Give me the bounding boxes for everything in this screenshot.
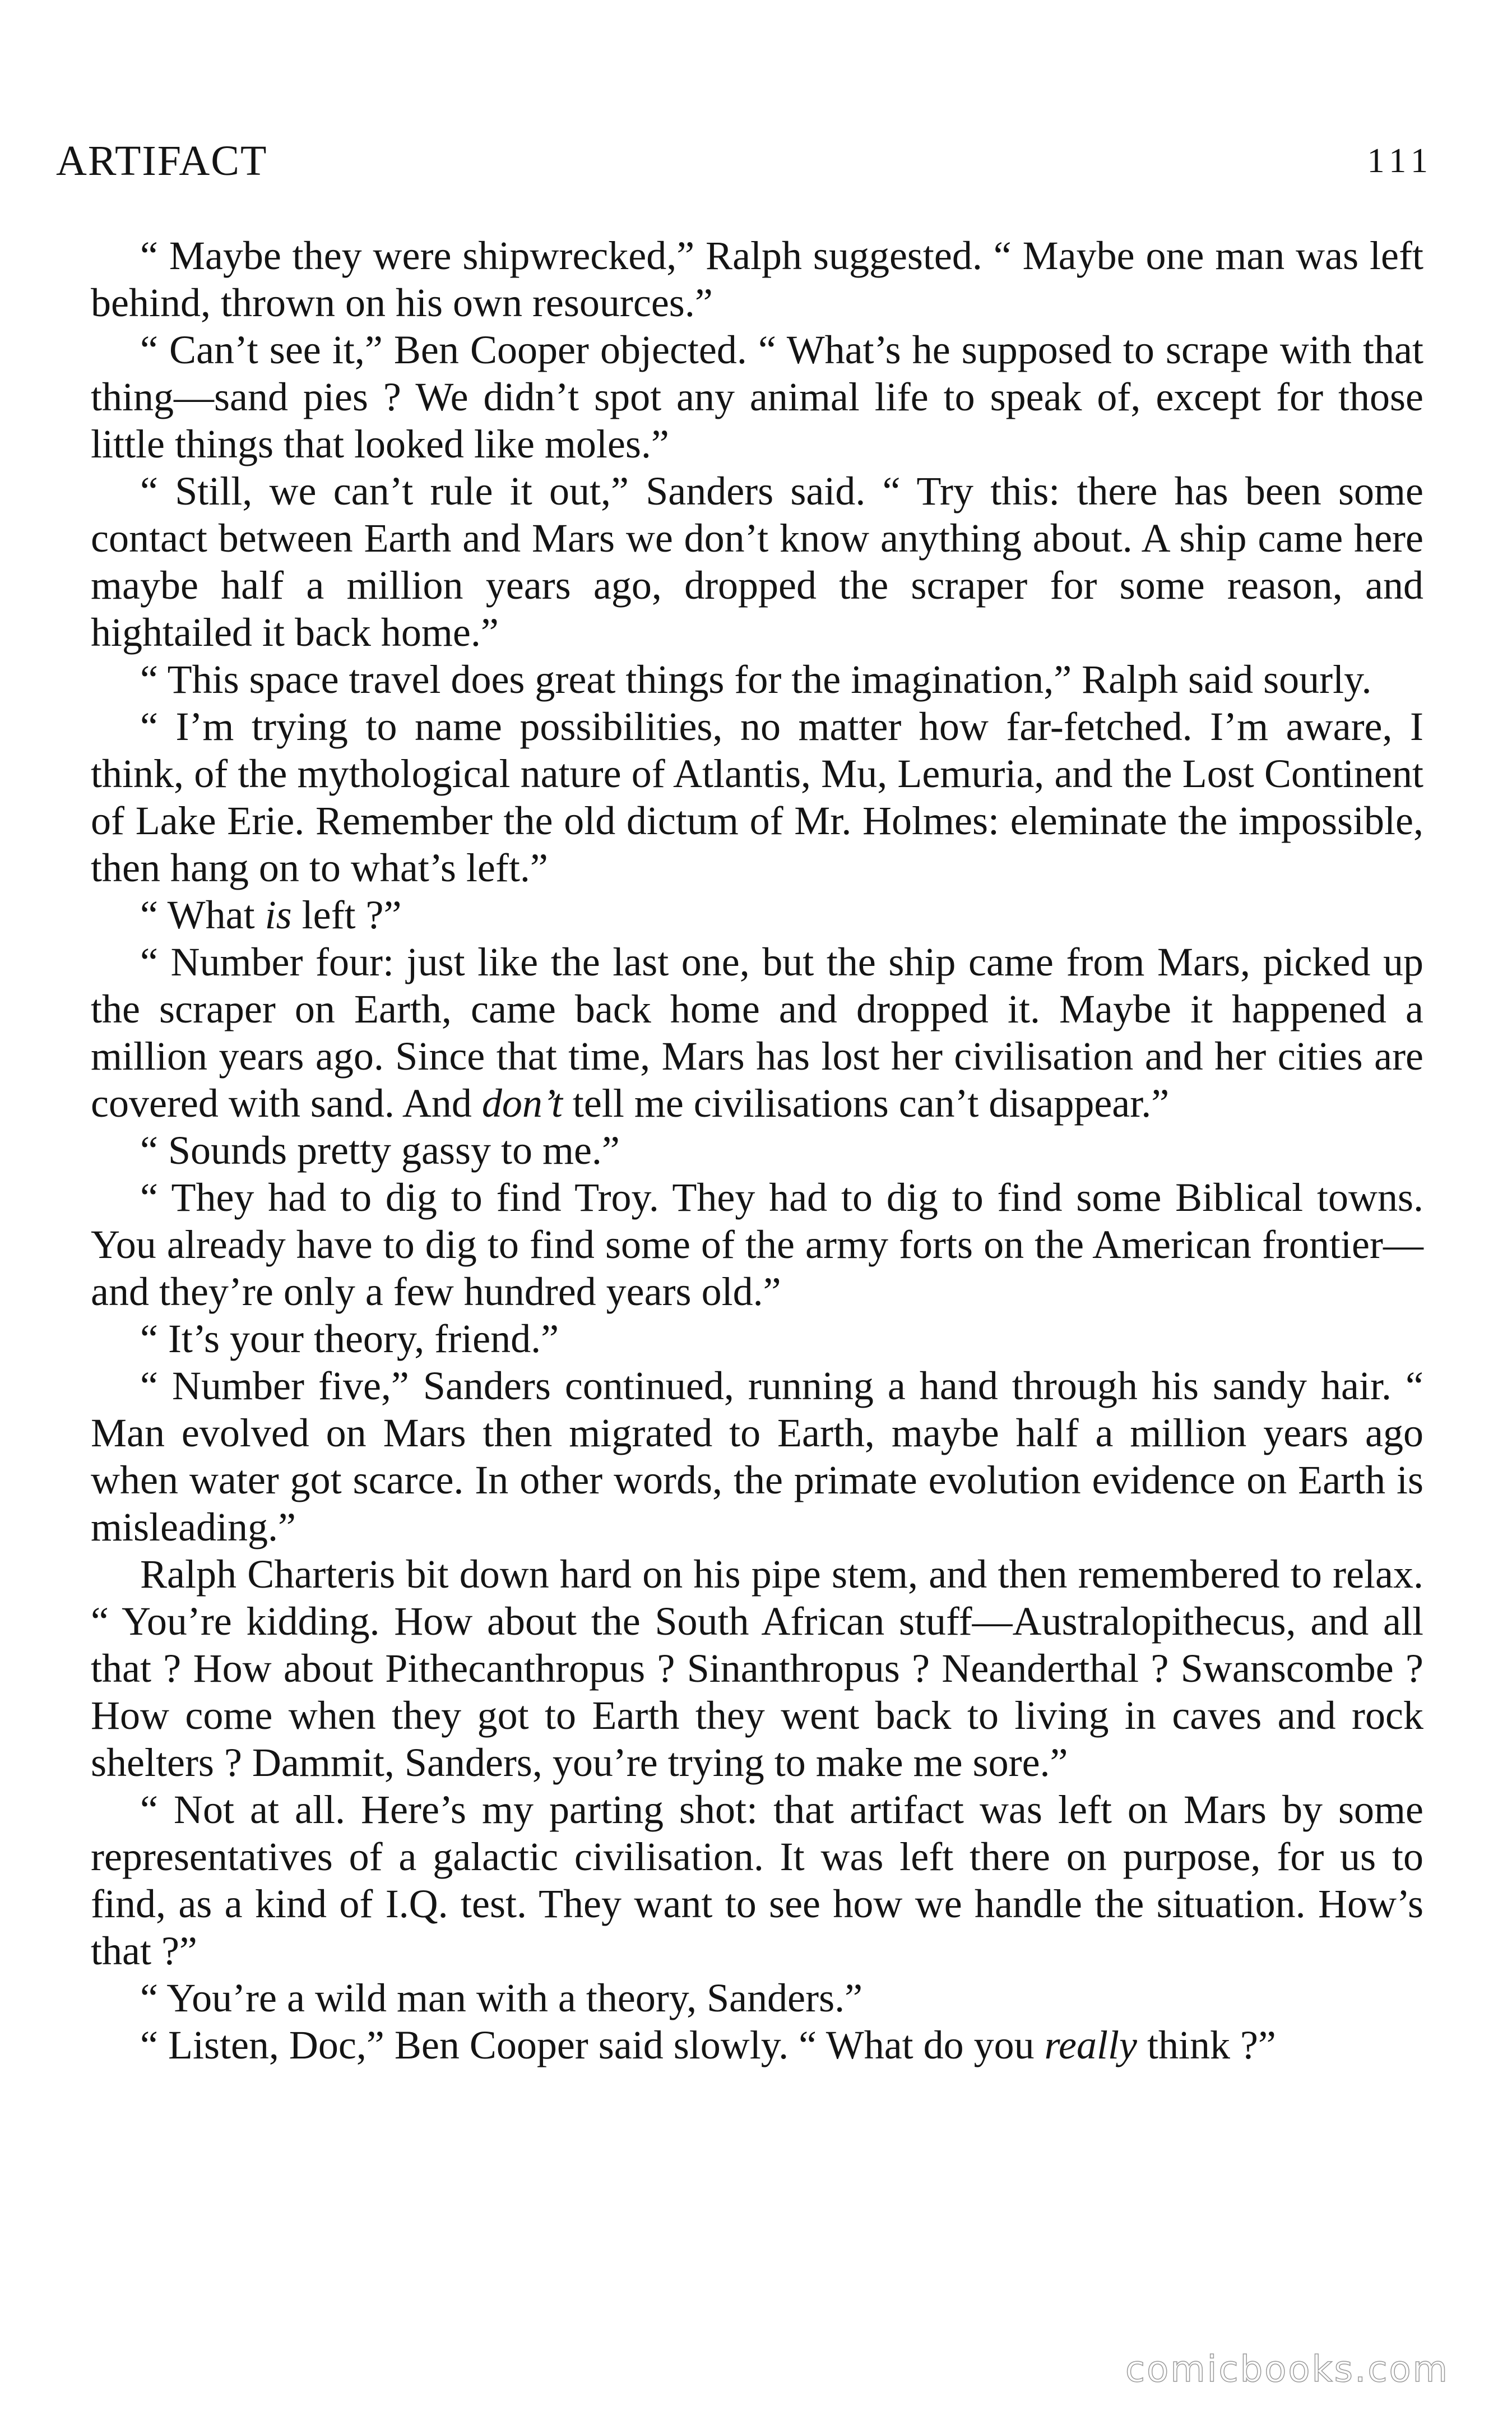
body-text [91,232,1423,2069]
paragraph [91,2021,1423,2069]
paragraph-text: “ Sounds pretty gassy to me.” [140,1128,620,1173]
paragraph [91,938,1423,1127]
paragraph-text: “ Can’t see it,” Ben Cooper objected. “ What’s he supposed to scrape with that thing—sand pies ? We didn’t spot any animal life to speak of, except for those little things that looked like moles.” [91,327,1423,466]
paragraph-text: think ?” [1137,2023,1276,2067]
paragraph [91,703,1423,891]
italic-text: is [265,892,292,937]
paragraph [91,1974,1423,2021]
paragraph-text: tell me civilisations can’t disappear.” [562,1081,1170,1126]
paragraph-text: “ It’s your theory, friend.” [140,1316,559,1361]
paragraph [91,1551,1423,1786]
paragraph-text: “ You’re a wild man with a theory, Sanders.” [140,1976,863,2020]
paragraph [91,232,1423,326]
paragraph [91,1127,1423,1174]
paragraph [91,1174,1423,1315]
paragraph-text: “ Number five,” Sanders continued, running a hand through his sandy hair. “ Man evolved on Mars then migrated to Earth, maybe half a million years ago when water got scarce. In other words, the primate evolution evidence on Earth is misleading.” [91,1363,1423,1549]
paragraph-text: “ Not at all. Here’s my parting shot: that artifact was left on Mars by some representatives of a galactic civilisation. It was left there on purpose, for us to find, as a kind of I.Q. test. They want to see how we handle the situation. How’s that ?” [91,1787,1423,1973]
paragraph [91,326,1423,468]
page-number: 111 [1367,142,1434,180]
paragraph [91,1315,1423,1362]
paragraph [91,656,1423,703]
italic-text: don’t [481,1081,563,1126]
paragraph [91,468,1423,656]
paragraph-text: “ Listen, Doc,” Ben Cooper said slowly. “ What do you [140,2023,1045,2067]
watermark: comicbooks.com [1125,2349,1449,2390]
paragraph [91,1362,1423,1551]
paragraph [91,891,1423,938]
running-title: ARTIFACT [56,137,268,184]
paragraph-text: “ Maybe they were shipwrecked,” Ralph suggested. “ Maybe one man was left behind, thrown on his own resources.” [91,233,1423,325]
page-header [56,130,1434,192]
paragraph-text: “ I’m trying to name possibilities, no matter how far-fetched. I’m aware, I think, of the mythological nature of Atlantis, Mu, Lemuria, and the Lost Continent of Lake Erie. Remember the old dictum of Mr. Holmes: eleminate the impossible, then hang on to what’s left.” [91,704,1423,890]
paragraph-text: Ralph Charteris bit down hard on his pipe stem, and then remembered to relax. “ You’re kidding. How about the South African stuff—Australopithecus, and all that ? How about Pithecanthropus ? Sinanthropus ? Neanderthal ? Swanscombe ? How come when they got to Earth they went back to living in caves and rock shelters ? Dammit, Sanders, you’re trying to make me sore.” [91,1552,1423,1785]
paragraph-text: “ What [140,892,265,937]
paragraph-text: “ Number four: just like the last one, but the ship came from Mars, picked up the scraper on Earth, came back home and dropped it. Maybe it happened a million years ago. Since that time, Mars has lost her civilisation and her cities are covered with sand. And [91,940,1423,1126]
paragraph-text: left ?” [291,892,402,937]
paragraph-text: “ Still, we can’t rule it out,” Sanders said. “ Try this: there has been some contact between Earth and Mars we don’t know anything about. A ship came here maybe half a million years ago, dropped the scraper for some reason, and hightailed it back home.” [91,469,1423,655]
italic-text: really [1044,2023,1137,2067]
paragraph-text: “ This space travel does great things for the imagination,” Ralph said sourly. [140,657,1372,702]
paragraph-text: “ They had to dig to find Troy. They had to dig to find some Biblical towns. You already have to dig to find some of the army forts on the American frontier—and they’re only a few hundred years old.” [91,1175,1423,1314]
paragraph [91,1786,1423,1974]
